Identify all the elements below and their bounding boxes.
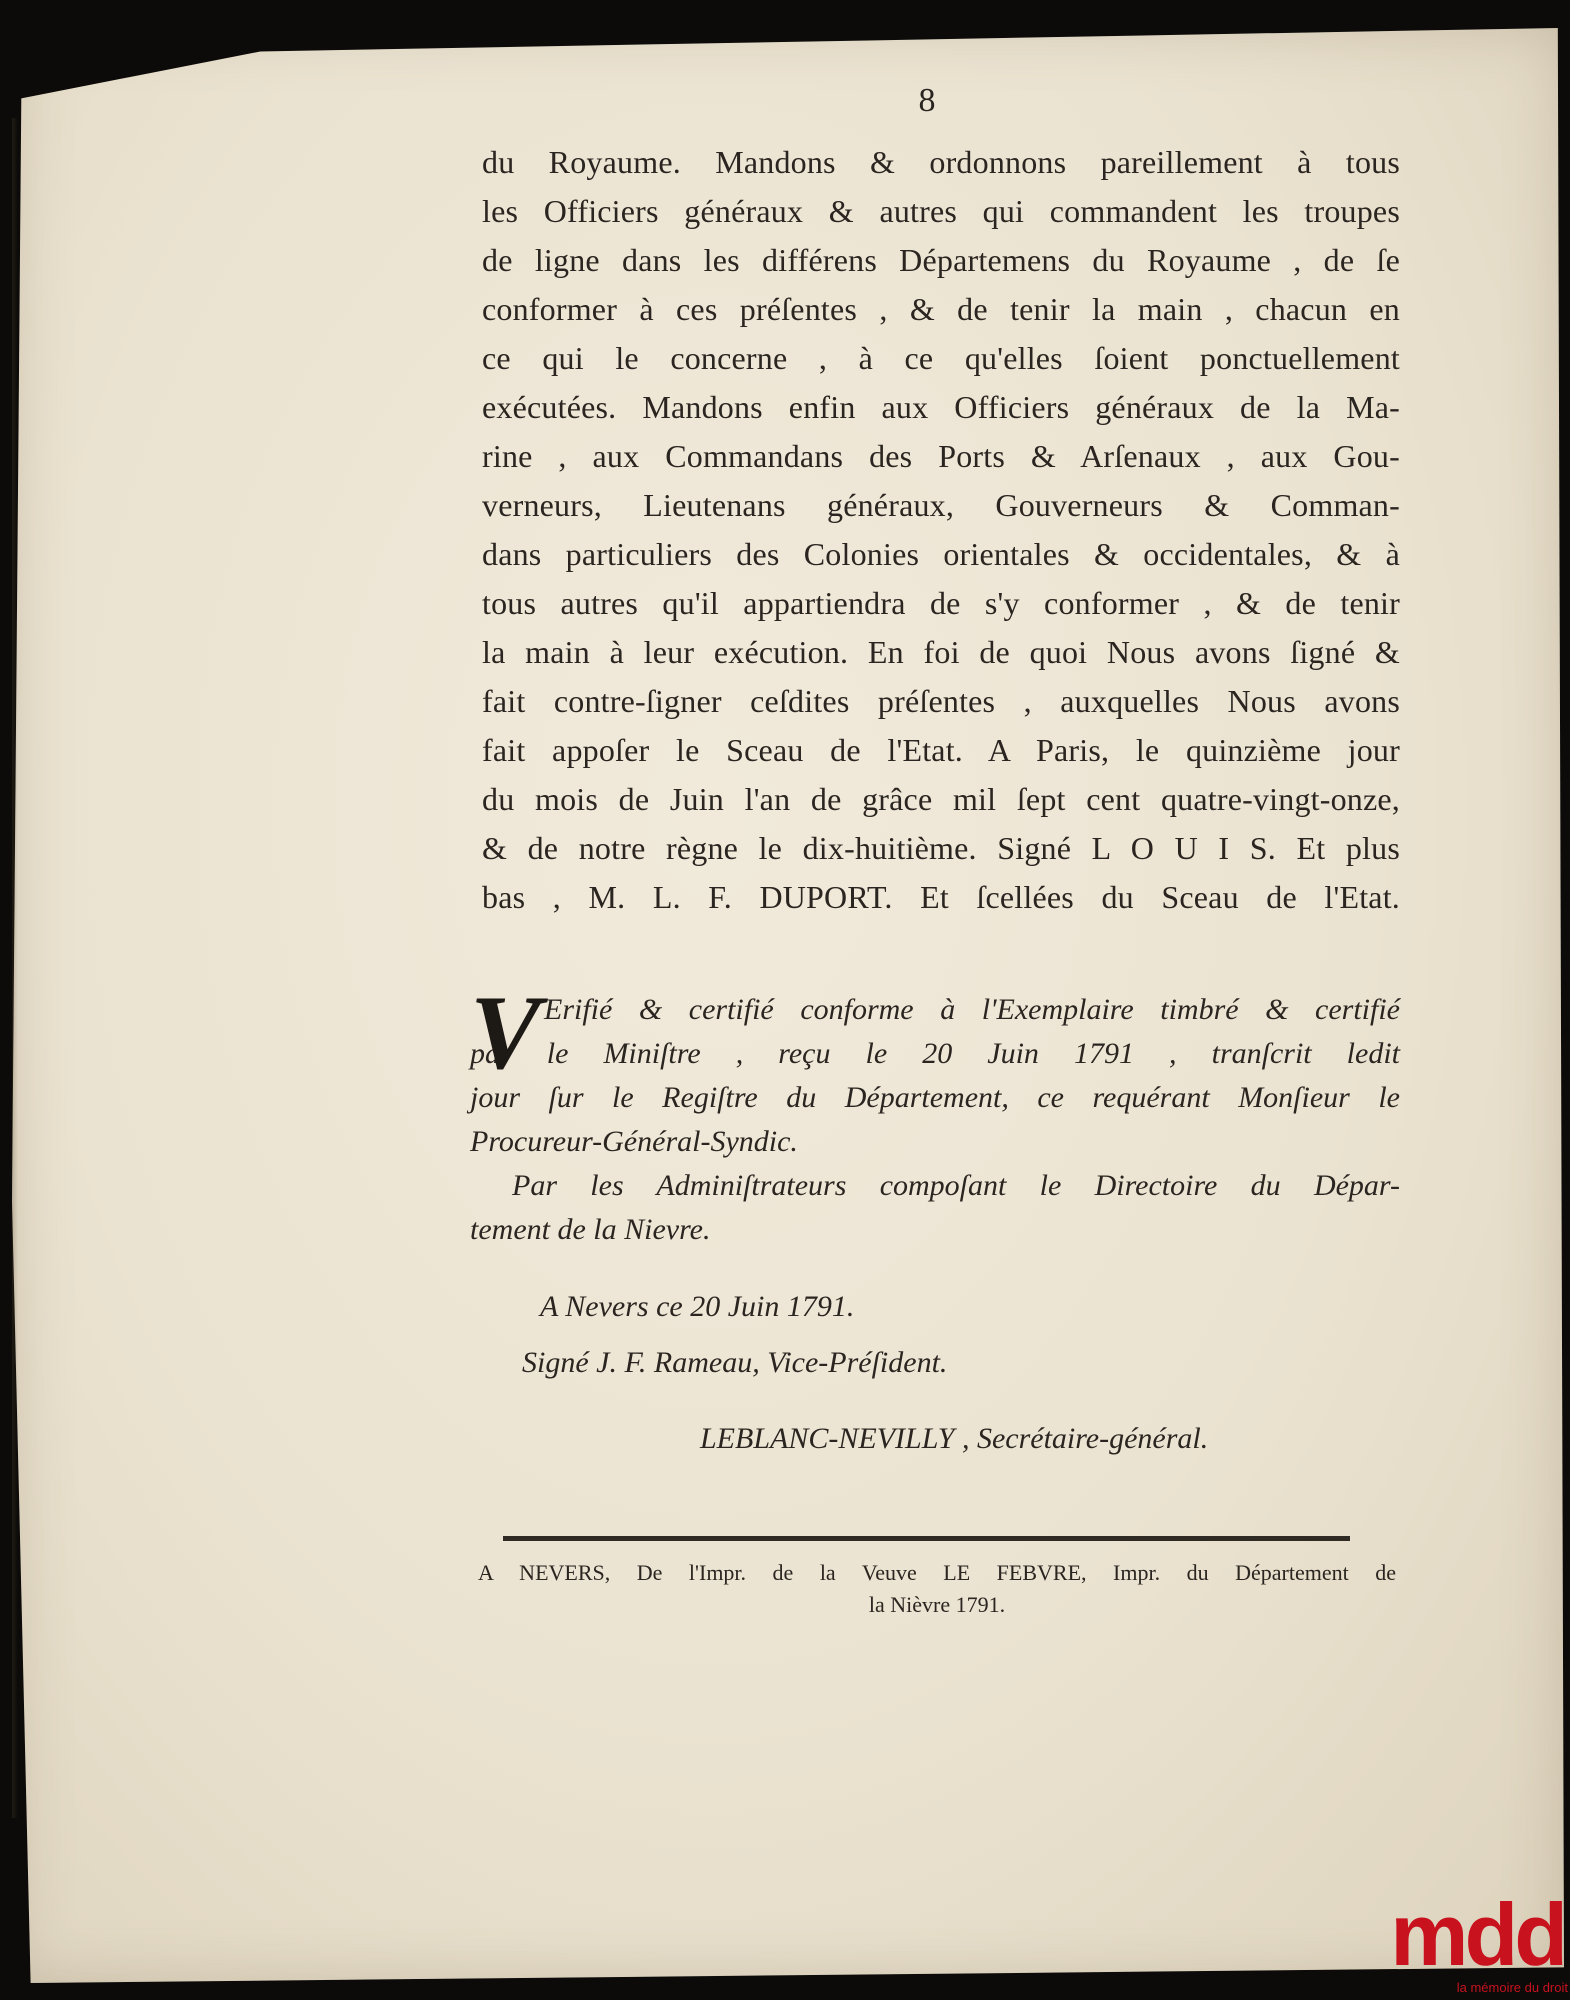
signature-vice-president: Signé J. F. Rameau, Vice-Préſident. xyxy=(522,1346,948,1379)
body-line: fait appoſer le Sceau de l'Etat. A Paris, le quinzième jour xyxy=(482,732,1400,768)
page-fold-shadow xyxy=(12,118,18,1818)
body-line: exécutées. Mandons enfin aux Officiers généraux de la Ma- xyxy=(482,389,1400,425)
imprint-line: A NEVERS, De l'Impr. de la Veuve LE FEBVRE, Impr. du Département de xyxy=(478,1560,1396,1585)
body-line: conformer à ces préſentes , & de tenir la main , chacun en xyxy=(482,291,1400,327)
body-line: ce qui le concerne , à ce qu'elles ſoient ponctuellement xyxy=(482,340,1400,376)
drop-cap: V xyxy=(470,974,541,1091)
certification-line: tement de la Nievre. xyxy=(470,1213,711,1246)
certification-line: Par les Adminiſtrateurs compoſant le Directoire du Dépar- xyxy=(512,1169,1400,1202)
certification-line: jour ſur le Regiſtre du Département, ce requérant Monſieur le xyxy=(470,1081,1400,1114)
certification-line: Erifié & certifié conforme à l'Exemplaire timbré & certifié xyxy=(544,993,1400,1026)
body-line: & de notre règne le dix-huitième. Signé L O U I S. Et plus xyxy=(482,830,1400,866)
page-number: 8 xyxy=(918,82,936,119)
body-line: du mois de Juin l'an de grâce mil ſept cent quatre-vingt-onze, xyxy=(482,781,1400,817)
logo-mark: mdd xyxy=(1390,1885,1564,1984)
body-line: fait contre-ſigner ceſdites préſentes , auxquelles Nous avons xyxy=(482,683,1400,719)
printer-imprint xyxy=(478,1557,1396,1621)
body-line: de ligne dans les différens Départemens du Royaume , de ſe xyxy=(482,242,1400,278)
certification-line: par le Miniſtre , reçu le 20 Juin 1791 , tranſcrit ledit xyxy=(470,1037,1400,1070)
mdd-logo xyxy=(1390,1885,1570,2000)
place-date: A Nevers ce 20 Juin 1791. xyxy=(540,1290,855,1323)
body-text xyxy=(482,138,1400,922)
body-line: rine , aux Commandans des Ports & Arſenaux , aux Gou- xyxy=(482,438,1400,474)
body-line: tous autres qu'il appartiendra de s'y conformer , & de tenir xyxy=(482,585,1400,621)
body-line: verneurs, Lieutenans généraux, Gouverneurs & Comman- xyxy=(482,487,1400,523)
body-line: dans particuliers des Colonies orientales & occidentales, & à xyxy=(482,536,1400,572)
body-line: du Royaume. Mandons & ordonnons pareillement à tous xyxy=(482,144,1400,180)
body-line: bas , M. L. F. DUPORT. Et ſcellées du Sceau de l'Etat. xyxy=(482,879,1400,915)
imprint-line: la Nièvre 1791. xyxy=(868,1592,1006,1617)
signature-secretary: LEBLANC-NEVILLY , Secrétaire-général. xyxy=(700,1422,1209,1455)
logo-tagline: la mémoire du droit xyxy=(1456,1980,1568,1995)
certification-block xyxy=(470,974,1400,1252)
horizontal-rule xyxy=(503,1536,1350,1541)
body-line: les Officiers généraux & autres qui commandent les troupes xyxy=(482,193,1400,229)
body-line: la main à leur exécution. En foi de quoi Nous avons ſigné & xyxy=(482,634,1400,670)
certification-line: Procureur-Général-Syndic. xyxy=(470,1125,798,1158)
